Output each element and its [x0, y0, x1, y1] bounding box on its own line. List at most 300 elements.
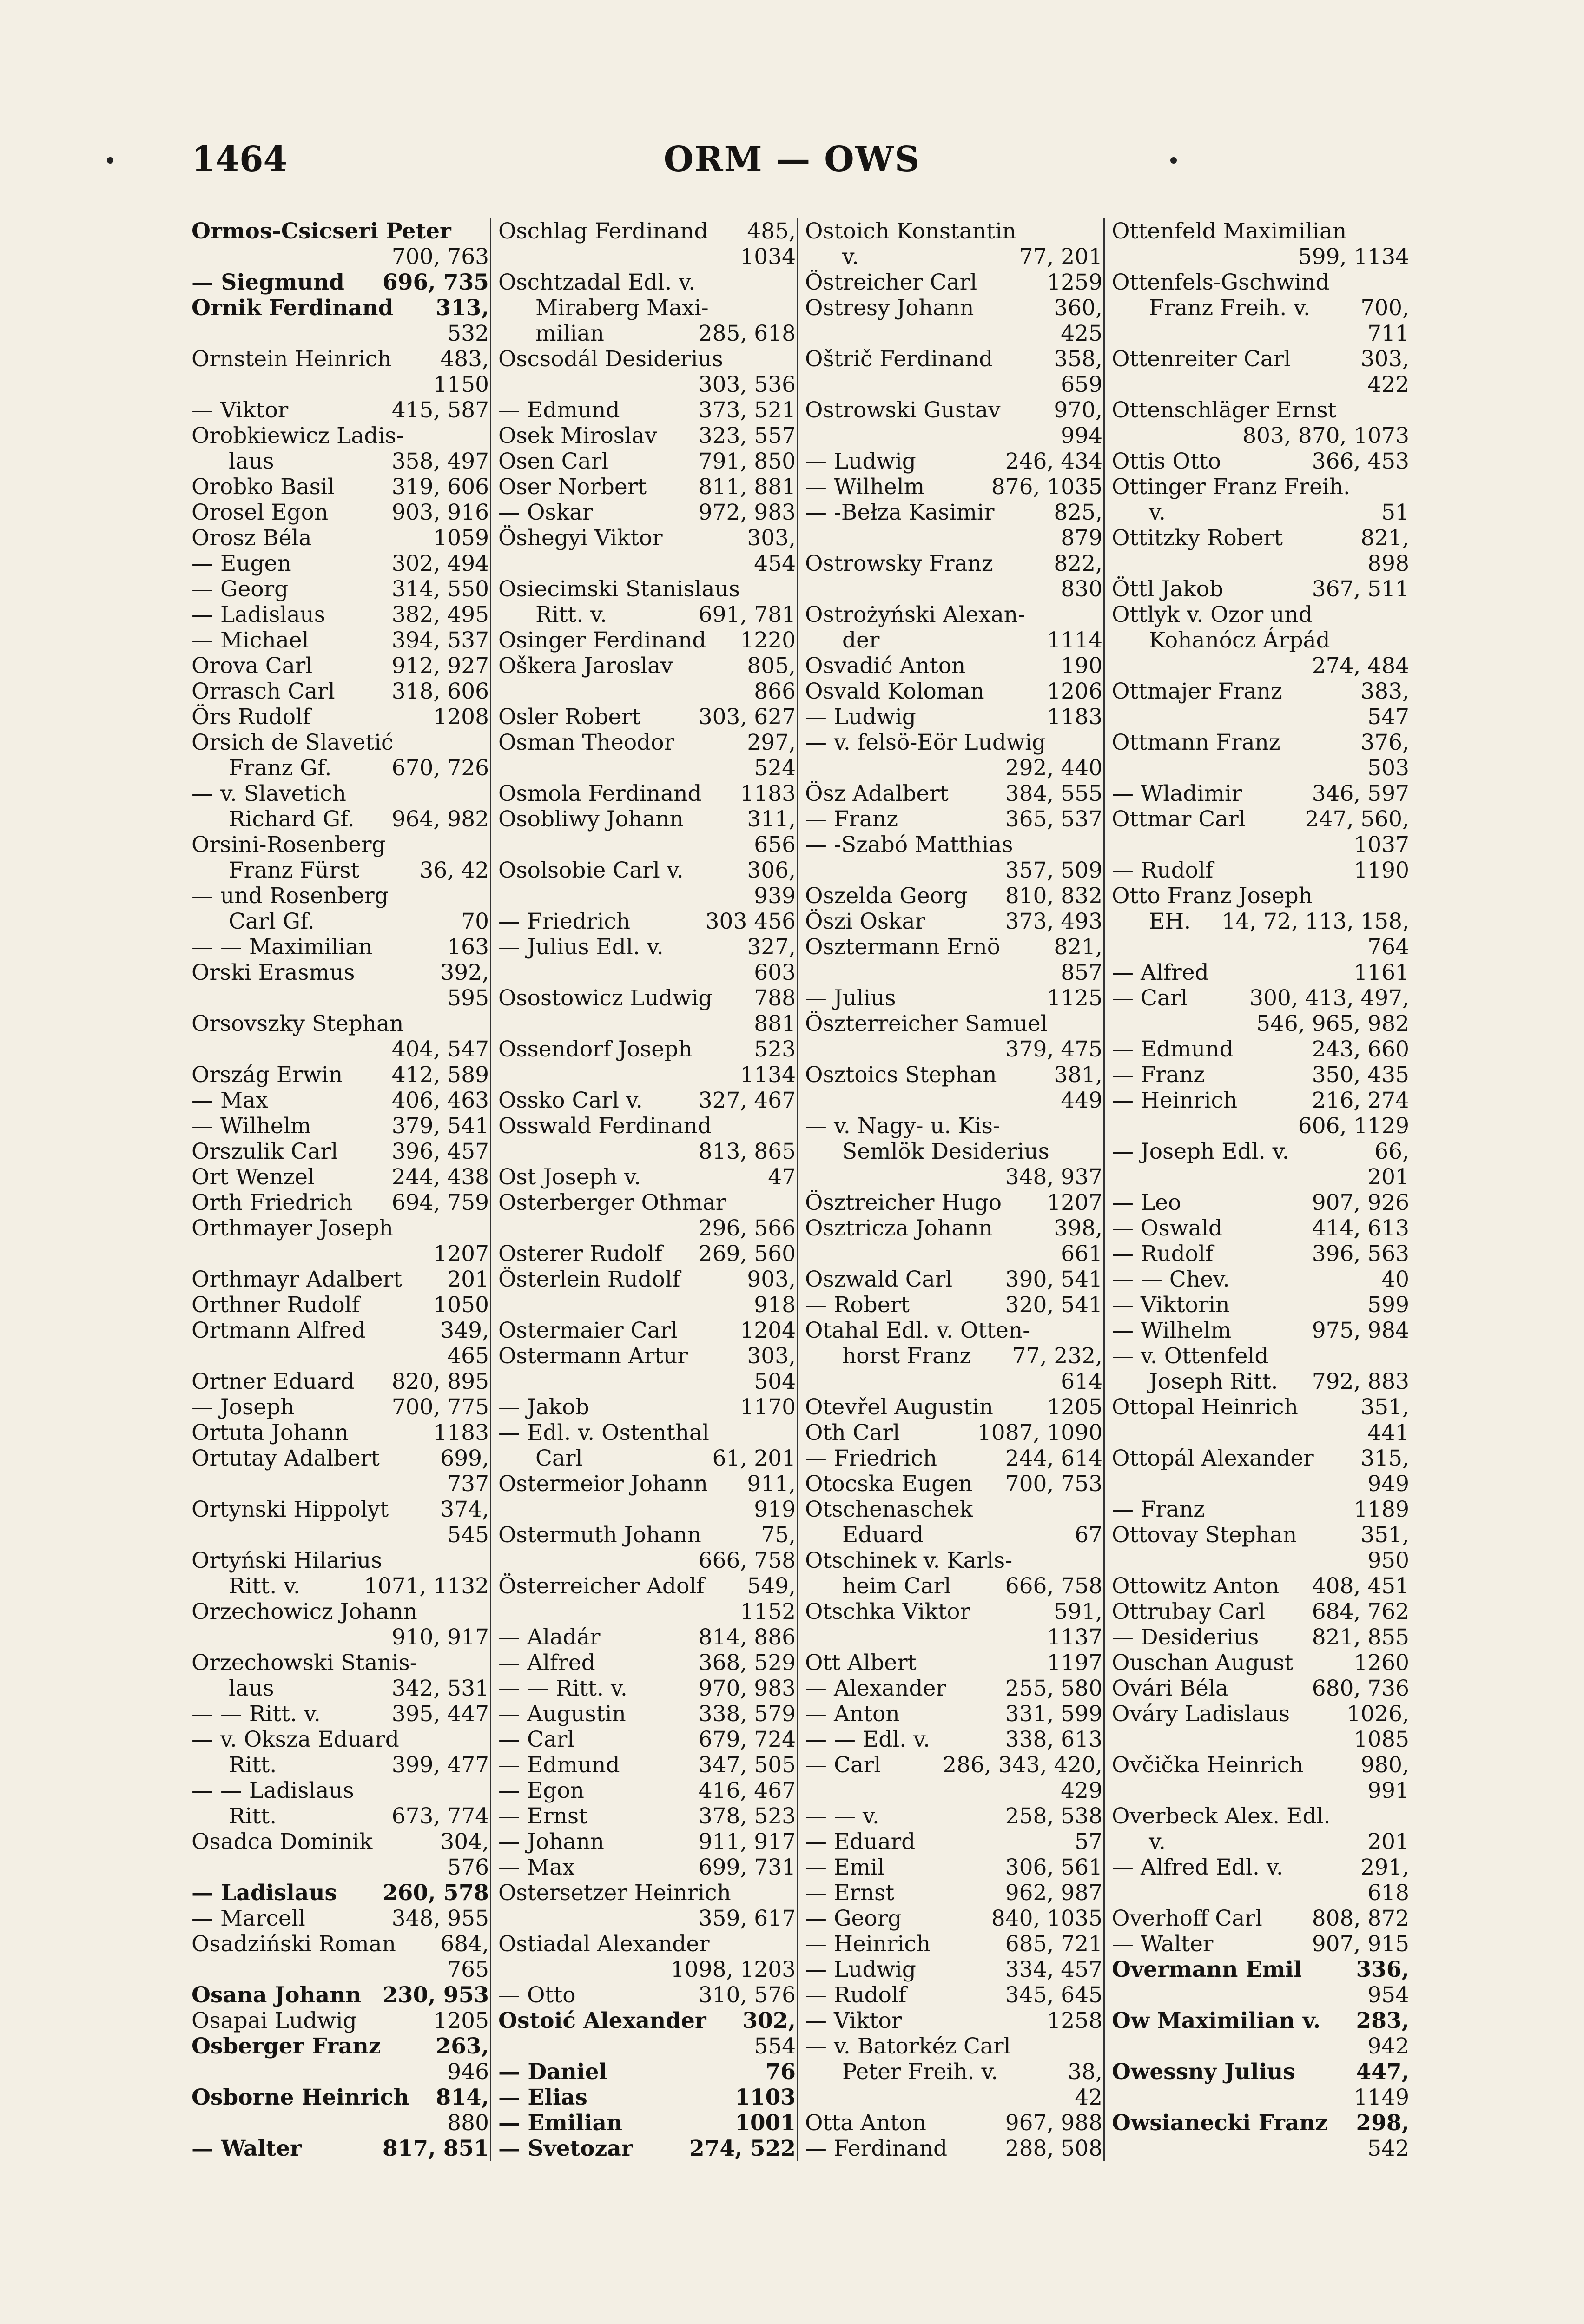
- index-entry: [191, 1113, 489, 1139]
- index-entry: [191, 1676, 489, 1701]
- index-entry: [191, 1599, 489, 1624]
- entry-pages: 348, 937: [1005, 1164, 1102, 1190]
- index-entry: [805, 346, 1102, 372]
- entry-pages: 246, 434: [1005, 449, 1102, 474]
- entry-name: Miraberg Maxi-: [535, 295, 709, 321]
- index-entry: [1112, 423, 1409, 449]
- index-entry: [498, 270, 796, 295]
- entry-name: — — Edl. v.: [805, 1727, 931, 1752]
- column-divider: [797, 218, 798, 2161]
- index-entry: [191, 806, 489, 832]
- index-entry: [1112, 372, 1409, 397]
- entry-name: Osswald Ferdinand: [498, 1113, 712, 1139]
- entry-pages: 1034: [740, 244, 796, 270]
- entry-name: Ottis Otto: [1112, 449, 1221, 474]
- entry-name: Ovčička Heinrich: [1112, 1752, 1304, 1778]
- index-entry: [1112, 2136, 1409, 2161]
- entry-pages: 396, 563: [1312, 1241, 1409, 1267]
- entry-name: Otschka Viktor: [805, 1599, 970, 1624]
- entry-pages: 700, 753: [1005, 1471, 1102, 1497]
- entry-pages: 603: [754, 960, 796, 985]
- index-entry: [805, 1982, 1102, 2008]
- index-entry: [1112, 653, 1409, 679]
- entry-pages: 1150: [433, 372, 489, 397]
- index-entry: [191, 244, 489, 270]
- entry-name: Orthmayr Adalbert: [191, 1267, 403, 1292]
- entry-pages: 606, 1129: [1298, 1113, 1409, 1139]
- entry-name: Ortynski Hippolyt: [191, 1497, 389, 1522]
- entry-name: — Alfred: [1112, 960, 1209, 985]
- entry-pages: 244, 438: [391, 1164, 489, 1190]
- index-entry: [805, 1855, 1102, 1880]
- entry-name: Otta Anton: [805, 2110, 926, 2136]
- entry-name: Otevřel Augustin: [805, 1394, 993, 1420]
- index-entry: [805, 1139, 1102, 1164]
- index-entry: [191, 883, 489, 909]
- index-entry: [805, 1752, 1102, 1778]
- entry-name: Öshegyi Viktor: [498, 525, 663, 551]
- entry-pages: 542: [1367, 2136, 1409, 2161]
- entry-pages: 349,: [440, 1318, 489, 1343]
- index-entry: [191, 1880, 489, 1906]
- index-entry: [498, 1803, 796, 1829]
- entry-pages: 483,: [440, 346, 489, 372]
- index-entry: [498, 627, 796, 653]
- column-3: [805, 218, 1102, 2171]
- index-entry: [1112, 1343, 1409, 1369]
- index-entry: [498, 960, 796, 985]
- index-entry: [805, 2059, 1102, 2085]
- index-entry: [805, 1650, 1102, 1676]
- entry-name: Ottmajer Franz: [1112, 679, 1282, 704]
- entry-name: — Eduard: [805, 1829, 916, 1855]
- entry-pages: 38,: [1068, 2059, 1102, 2085]
- index-entry: [805, 2008, 1102, 2034]
- margin-dot-left: [107, 157, 113, 164]
- index-entry: [805, 909, 1102, 934]
- entry-name: — Viktorin: [1112, 1292, 1230, 1318]
- index-entry: [191, 1855, 489, 1880]
- index-entry: [191, 2136, 489, 2161]
- index-entry: [191, 372, 489, 397]
- index-entry: [498, 832, 796, 858]
- entry-pages: 699, 731: [698, 1855, 796, 1880]
- entry-pages: 599, 1134: [1298, 244, 1409, 270]
- entry-name: Orski Erasmus: [191, 960, 355, 985]
- entry-pages: 699,: [440, 1446, 489, 1471]
- entry-name: — v. Nagy- u. Kis-: [805, 1113, 1000, 1139]
- index-entry: [805, 1906, 1102, 1931]
- index-entry: [498, 1446, 796, 1471]
- index-entry: [1112, 1522, 1409, 1548]
- index-entry: [498, 1957, 796, 1982]
- entry-name: Orosz Béla: [191, 525, 312, 551]
- index-entry: [805, 1318, 1102, 1343]
- index-entry: [498, 1394, 796, 1420]
- entry-name: — Svetozar: [498, 2136, 633, 2161]
- index-entry: [805, 1241, 1102, 1267]
- entry-name: — Carl: [805, 1752, 881, 1778]
- entry-name: Orsovszky Stephan: [191, 1011, 404, 1037]
- entry-pages: 243, 660: [1312, 1037, 1409, 1062]
- index-entry: [1112, 2059, 1409, 2085]
- entry-pages: 1087, 1090: [977, 1420, 1102, 1446]
- index-entry: [805, 934, 1102, 960]
- entry-pages: 880: [447, 2110, 489, 2136]
- index-entry: [805, 1113, 1102, 1139]
- entry-name: Oser Norbert: [498, 474, 647, 500]
- index-entry: [191, 934, 489, 960]
- index-entry: [191, 1011, 489, 1037]
- entry-name: Otahal Edl. v. Otten-: [805, 1318, 1030, 1343]
- entry-name: Ormos-Csicseri Peter: [191, 218, 451, 244]
- entry-pages: 76: [765, 2059, 796, 2085]
- entry-name: — Max: [191, 1088, 268, 1113]
- entry-pages: 201: [1367, 1829, 1409, 1855]
- entry-pages: 395, 447: [391, 1701, 489, 1727]
- entry-pages: 830: [1061, 576, 1102, 602]
- index-entry: [805, 883, 1102, 909]
- index-entry: [498, 653, 796, 679]
- entry-pages: 425: [1061, 321, 1102, 346]
- entry-name: Osostowicz Ludwig: [498, 985, 713, 1011]
- index-entry: [498, 1241, 796, 1267]
- index-entry: [1112, 1982, 1409, 2008]
- index-entry: [191, 653, 489, 679]
- index-entry: [1112, 2034, 1409, 2059]
- entry-pages: 659: [1061, 372, 1102, 397]
- entry-name: — Michael: [191, 627, 309, 653]
- entry-name: Ortuta Johann: [191, 1420, 349, 1446]
- index-entry: [1112, 1880, 1409, 1906]
- index-entry: [191, 1343, 489, 1369]
- entry-pages: 319, 606: [391, 474, 489, 500]
- entry-pages: 811, 881: [698, 474, 796, 500]
- entry-name: Richard Gf.: [229, 806, 355, 832]
- index-entry: [191, 321, 489, 346]
- entry-name: — Friedrich: [805, 1446, 937, 1471]
- index-entry: [805, 474, 1102, 500]
- entry-name: — Franz: [805, 806, 898, 832]
- entry-pages: 840, 1035: [991, 1906, 1102, 1931]
- entry-pages: 691, 781: [698, 602, 796, 627]
- entry-name: — Viktor: [191, 397, 289, 423]
- index-entry: [498, 883, 796, 909]
- index-entry: [805, 1088, 1102, 1113]
- index-entry: [805, 730, 1102, 755]
- entry-pages: 283,: [1356, 2008, 1409, 2034]
- index-entry: [1112, 1292, 1409, 1318]
- entry-pages: 77, 201: [1019, 244, 1102, 270]
- entry-name: — — Maximilian: [191, 934, 373, 960]
- entry-name: — v. Batorkéz Carl: [805, 2034, 1011, 2059]
- index-entry: [191, 627, 489, 653]
- entry-name: — v. Oksza Eduard: [191, 1727, 399, 1752]
- entry-pages: 866: [754, 679, 796, 704]
- entry-name: Ossendorf Joseph: [498, 1037, 693, 1062]
- entry-name: Osborne Heinrich: [191, 2085, 409, 2110]
- entry-name: Osen Carl: [498, 449, 609, 474]
- entry-pages: 310, 576: [698, 1982, 796, 2008]
- index-entry: [1112, 858, 1409, 883]
- entry-pages: 964, 982: [391, 806, 489, 832]
- entry-pages: 991: [1367, 1778, 1409, 1803]
- entry-pages: 300, 413, 497,: [1249, 985, 1409, 1011]
- entry-pages: 338, 579: [698, 1701, 796, 1727]
- entry-pages: 36, 42: [419, 858, 489, 883]
- index-entry: [498, 1139, 796, 1164]
- entry-name: Franz Gf.: [229, 755, 332, 781]
- index-entry: [805, 1624, 1102, 1650]
- entry-name: Ottopal Heinrich: [1112, 1394, 1298, 1420]
- index-entry: [191, 755, 489, 781]
- entry-pages: 532: [447, 321, 489, 346]
- index-entry: [805, 270, 1102, 295]
- entry-pages: 1208: [433, 704, 489, 730]
- index-entry: [1112, 1113, 1409, 1139]
- index-entry: [191, 1752, 489, 1778]
- entry-pages: 348, 955: [391, 1906, 489, 1931]
- index-entry: [805, 423, 1102, 449]
- entry-name: Ostrowski Gustav: [805, 397, 1001, 423]
- entry-name: — und Rosenberg: [191, 883, 389, 909]
- index-entry: [805, 295, 1102, 321]
- entry-pages: 813, 865: [698, 1139, 796, 1164]
- index-entry: [805, 1931, 1102, 1957]
- entry-pages: 297,: [747, 730, 796, 755]
- entry-pages: 381,: [1054, 1062, 1102, 1088]
- index-entry: [498, 1420, 796, 1446]
- entry-name: Owessny Julius: [1112, 2059, 1295, 2085]
- index-entry: [805, 653, 1102, 679]
- index-entry: [805, 960, 1102, 985]
- entry-name: — Elias: [498, 2085, 587, 2110]
- index-entry: [191, 474, 489, 500]
- entry-name: Ostiadal Alexander: [498, 1931, 710, 1957]
- index-entry: [191, 1292, 489, 1318]
- entry-pages: 994: [1061, 423, 1102, 449]
- entry-name: Overhoff Carl: [1112, 1906, 1262, 1931]
- index-entry: [191, 679, 489, 704]
- entry-name: Ottovay Stephan: [1112, 1522, 1297, 1548]
- entry-pages: 1205: [1047, 1394, 1102, 1420]
- index-entry: [1112, 960, 1409, 985]
- index-entry: [191, 1471, 489, 1497]
- margin-dot-right: [1170, 157, 1177, 164]
- entry-name: Ottenreiter Carl: [1112, 346, 1291, 372]
- entry-name: v.: [1149, 500, 1166, 525]
- index-entry: [191, 500, 489, 525]
- entry-name: Osvadić Anton: [805, 653, 966, 679]
- index-entry: [191, 1037, 489, 1062]
- index-entry: [1112, 1011, 1409, 1037]
- entry-name: Orsini-Rosenberg: [191, 832, 386, 858]
- index-entry: [498, 1676, 796, 1701]
- entry-pages: 404, 547: [391, 1037, 489, 1062]
- entry-name: Oth Carl: [805, 1420, 900, 1446]
- entry-name: Ottrubay Carl: [1112, 1599, 1266, 1624]
- entry-name: Ostrowsky Franz: [805, 551, 993, 576]
- entry-pages: 903, 916: [391, 500, 489, 525]
- entry-pages: 1183: [433, 1420, 489, 1446]
- entry-name: Oštrič Ferdinand: [805, 346, 993, 372]
- entry-pages: 286, 343, 420,: [943, 1752, 1102, 1778]
- index-entry: [498, 500, 796, 525]
- entry-pages: 77, 232,: [1012, 1343, 1102, 1369]
- index-entry: [1112, 1139, 1409, 1164]
- index-entry: [191, 218, 489, 244]
- index-entry: [191, 1701, 489, 1727]
- index-entry: [191, 346, 489, 372]
- index-entry: [191, 832, 489, 858]
- index-entry: [191, 1241, 489, 1267]
- entry-name: horst Franz: [842, 1343, 971, 1369]
- index-entry: [191, 781, 489, 806]
- entry-name: — — Ladislaus: [191, 1778, 354, 1803]
- entry-name: Östreicher Carl: [805, 270, 977, 295]
- entry-pages: 373, 493: [1005, 909, 1102, 934]
- entry-name: Ortyński Hilarius: [191, 1548, 383, 1573]
- index-entry: [805, 2110, 1102, 2136]
- entry-pages: 1170: [740, 1394, 796, 1420]
- entry-name: Ritt. v.: [535, 602, 607, 627]
- entry-pages: 359, 617: [698, 1906, 796, 1931]
- entry-pages: 365, 537: [1005, 806, 1102, 832]
- entry-name: — Ernst: [498, 1803, 587, 1829]
- entry-name: Ort Wenzel: [191, 1164, 315, 1190]
- index-entry: [498, 1343, 796, 1369]
- entry-pages: 666, 758: [698, 1548, 796, 1573]
- entry-name: Ottenschläger Ernst: [1112, 397, 1337, 423]
- entry-name: Ottowitz Anton: [1112, 1573, 1280, 1599]
- index-entry: [498, 321, 796, 346]
- entry-pages: 454: [754, 551, 796, 576]
- entry-pages: 383,: [1360, 679, 1409, 704]
- index-entry: [1112, 806, 1409, 832]
- entry-pages: 314, 550: [391, 576, 489, 602]
- entry-name: Ottmar Carl: [1112, 806, 1246, 832]
- index-entry: [1112, 2008, 1409, 2034]
- entry-name: — Alexander: [805, 1676, 946, 1701]
- index-entry: [1112, 1573, 1409, 1599]
- entry-name: — Desiderius: [1112, 1624, 1259, 1650]
- entry-name: Ossko Carl v.: [498, 1088, 643, 1113]
- entry-pages: 547: [1367, 704, 1409, 730]
- entry-pages: 792, 883: [1312, 1369, 1409, 1394]
- entry-pages: 367, 511: [1312, 576, 1409, 602]
- entry-name: — v. Slavetich: [191, 781, 346, 806]
- entry-name: — Augustin: [498, 1701, 626, 1727]
- entry-pages: 1161: [1353, 960, 1409, 985]
- entry-pages: 260, 578: [383, 1880, 489, 1906]
- index-entry: [498, 858, 796, 883]
- entry-pages: 504: [754, 1369, 796, 1394]
- entry-pages: 320, 541: [1005, 1292, 1102, 1318]
- index-entry: [1112, 985, 1409, 1011]
- index-entry: [191, 1394, 489, 1420]
- entry-name: Osapai Ludwig: [191, 2008, 357, 2034]
- index-entry: [498, 1471, 796, 1497]
- index-entry: [1112, 1062, 1409, 1088]
- entry-pages: 939: [754, 883, 796, 909]
- index-entry: [191, 551, 489, 576]
- index-entry: [1112, 1906, 1409, 1931]
- index-entry: [1112, 909, 1409, 934]
- index-entry: [191, 1829, 489, 1855]
- index-entry: [1112, 1446, 1409, 1471]
- entry-pages: 737: [447, 1471, 489, 1497]
- entry-name: Oszelda Georg: [805, 883, 968, 909]
- index-entry: [191, 270, 489, 295]
- index-entry: [191, 1803, 489, 1829]
- index-entry: [1112, 2110, 1409, 2136]
- entry-pages: 70: [461, 909, 489, 934]
- index-entry: [805, 1369, 1102, 1394]
- index-entry: [498, 397, 796, 423]
- index-entry: [1112, 2085, 1409, 2110]
- entry-pages: 216, 274: [1312, 1088, 1409, 1113]
- entry-pages: 392,: [440, 960, 489, 985]
- entry-name: — -Szabó Matthias: [805, 832, 1013, 858]
- entry-pages: 949: [1367, 1471, 1409, 1497]
- entry-name: Semlök Desiderius: [842, 1139, 1049, 1164]
- entry-pages: 75,: [761, 1522, 796, 1548]
- entry-pages: 291,: [1360, 1855, 1409, 1880]
- entry-pages: 429: [1061, 1778, 1102, 1803]
- entry-pages: 898: [1367, 551, 1409, 576]
- entry-name: Ottinger Franz Freih.: [1112, 474, 1351, 500]
- index-entry: [498, 2085, 796, 2110]
- entry-name: — Emilian: [498, 2110, 623, 2136]
- index-entry: [805, 1880, 1102, 1906]
- entry-pages: 201: [1367, 1164, 1409, 1190]
- entry-pages: 302,: [742, 2008, 796, 2034]
- entry-pages: 358,: [1054, 346, 1102, 372]
- index-entry: [805, 602, 1102, 627]
- entry-name: Osana Johann: [191, 1982, 362, 2008]
- entry-name: Ováry Ladislaus: [1112, 1701, 1290, 1727]
- entry-pages: 398,: [1054, 1215, 1102, 1241]
- entry-pages: 351,: [1360, 1394, 1409, 1420]
- entry-pages: 975, 984: [1312, 1318, 1409, 1343]
- index-entry: [498, 449, 796, 474]
- entry-name: — Ludwig: [805, 704, 916, 730]
- entry-pages: 447,: [1356, 2059, 1409, 2085]
- index-entry: [191, 1982, 489, 2008]
- index-entry: [191, 960, 489, 985]
- entry-name: — Daniel: [498, 2059, 607, 2085]
- entry-pages: 338, 613: [1005, 1727, 1102, 1752]
- index-entry: [191, 602, 489, 627]
- entry-pages: 285, 618: [698, 321, 796, 346]
- entry-pages: 298,: [1356, 2110, 1409, 2136]
- index-entry: [498, 1727, 796, 1752]
- index-entry: [805, 1701, 1102, 1727]
- entry-name: — Walter: [191, 2136, 302, 2161]
- entry-pages: 950: [1367, 1548, 1409, 1573]
- index-entry: [1112, 1931, 1409, 1957]
- index-entry: [498, 1599, 796, 1624]
- index-entry: [498, 1369, 796, 1394]
- index-entry: [498, 1880, 796, 1906]
- index-entry: [498, 679, 796, 704]
- entry-pages: 376,: [1360, 730, 1409, 755]
- index-entry: [191, 1062, 489, 1088]
- entry-name: Overbeck Alex. Edl.: [1112, 1803, 1331, 1829]
- index-entry: [498, 525, 796, 551]
- entry-name: — Aladár: [498, 1624, 601, 1650]
- entry-name: — Edmund: [1112, 1037, 1234, 1062]
